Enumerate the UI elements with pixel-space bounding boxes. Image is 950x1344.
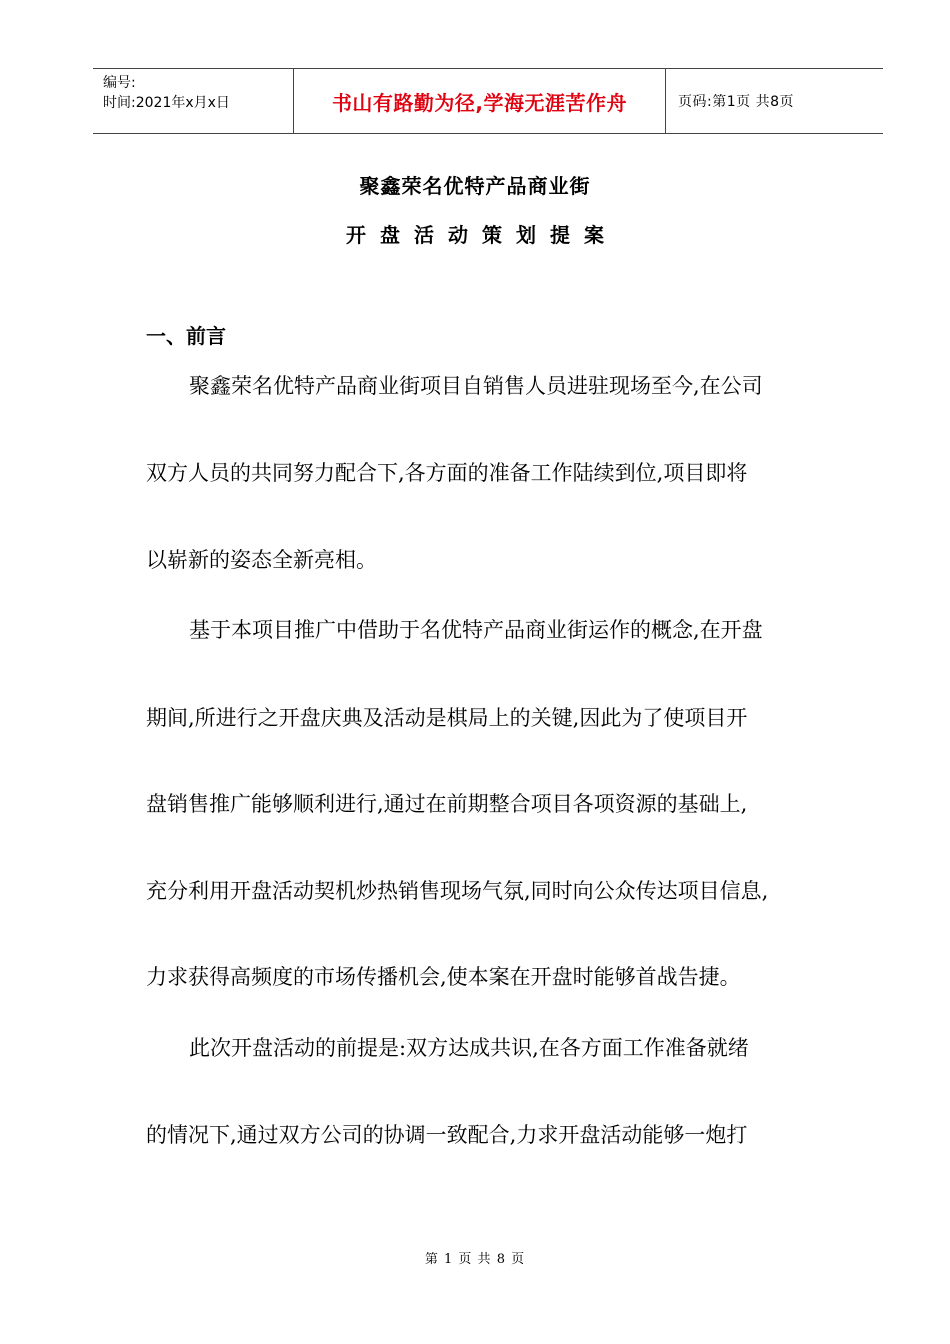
document-subtitle: 开盘活动策划提案 <box>346 223 618 247</box>
page-header-table <box>93 68 883 134</box>
section-heading-preface: 一、前言 <box>146 324 226 348</box>
document-number-label: 编号: <box>103 75 136 91</box>
header-meta-cell <box>93 69 294 133</box>
body-text-line: 期间,所进行之开盘庆典及活动是棋局上的关键,因此为了使项目开 <box>146 706 748 730</box>
body-text-line: 力求获得高频度的市场传播机会,使本案在开盘时能够首战告捷。 <box>146 965 741 989</box>
body-text-line: 盘销售推广能够顺利进行,通过在前期整合项目各项资源的基础上, <box>146 792 748 816</box>
body-text-line: 以崭新的姿态全新亮相。 <box>146 548 377 572</box>
header-page-info: 页码:第1页 共8页 <box>678 94 794 110</box>
body-text-line: 基于本项目推广中借助于名优特产品商业街运作的概念,在开盘 <box>189 618 763 642</box>
page-footer-number: 第 1 页 共 8 页 <box>424 1252 526 1267</box>
body-text-line: 聚鑫荣名优特产品商业街项目自销售人员进驻现场至今,在公司 <box>189 374 763 398</box>
body-text-line: 充分利用开盘活动契机炒热销售现场气氛,同时向公众传达项目信息, <box>146 879 769 903</box>
body-text-line: 的情况下,通过双方公司的协调一致配合,力求开盘活动能够一炮打 <box>146 1123 748 1147</box>
header-motto: 书山有路勤为径,学海无涯苦作舟 <box>294 69 666 133</box>
document-time-label: 时间:2021年x月x日 <box>103 95 230 111</box>
body-text-line: 此次开盘活动的前提是:双方达成共识,在各方面工作准备就绪 <box>189 1036 749 1060</box>
document-title: 聚鑫荣名优特产品商业街 <box>359 174 591 198</box>
body-text-line: 双方人员的共同努力配合下,各方面的准备工作陆续到位,项目即将 <box>146 461 748 485</box>
